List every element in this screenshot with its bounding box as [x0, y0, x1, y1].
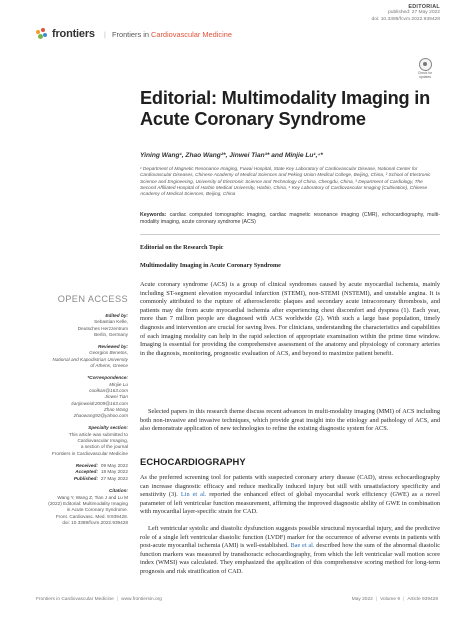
article-title: Editorial: Multimodality Imaging in Acute Coronary Syndrome [140, 88, 431, 129]
specialty-section: Specialty section: This article was submitted to Cardiovascular Imaging, a section of the journal Frontiers in Cardiovascular Medicine [51, 425, 128, 456]
section-heading-echocardiography: ECHOCARDIOGRAPHY [140, 456, 246, 467]
keywords-divider [140, 234, 440, 235]
published-date: published: 27 May 2022 [388, 10, 440, 16]
published-date-sidebar: Published: 27 May 2022 [73, 475, 128, 481]
accepted-date: Accepted: 18 May 2022 [75, 469, 128, 475]
keywords: Keywords: cardiac computed tomographic imaging, cardiac magnetic resonance imaging (CMR), echocardiography, multi-modality imaging, acute coronary syndrome (ACS) [140, 212, 440, 225]
brand-name: frontiers [52, 28, 95, 40]
footer-volume: Volume 9 [380, 597, 401, 602]
citation: Citation: Wang Y, Wang Z, Tian J and Lu M (2022) Editorial: Multimodality Imaging in Acute Coronary Syndrome. Front. Cardiovasc. Med. 9:939428. doi: 10.3389/fcvm.2022.939428 [48, 488, 128, 525]
journal-name[interactable]: | Frontiers in Cardiovascular Medicine [104, 30, 232, 39]
open-access-label: OPEN ACCESS [57, 294, 128, 304]
footer-date: May 2022 [351, 597, 373, 602]
article-dates [38, 463, 128, 483]
doi-link[interactable]: doi: 10.3389/fcvm.2022.939428 [371, 16, 440, 22]
intro-paragraph: Acute coronary syndrome (ACS) is a group of clinical syndromes caused by acute myocardial ischemia, mainly including ST-segment elevation myocardial infarction (STEMI), non-STEMI (NSTEMI), and unstable angina. It is commonly attributed to the rupture of atherosclerotic plaques and secondary acute intracoronary thrombosis, and patients may die from acute myocardial ischemia after experiencing chest discomfort and dyspnea (1). Each year, more than 7 million people are diagnosed with ACS worldwide (2). With such a large base population, timely diagnosis and intervention are crucial for saving lives. For clinicians, understanding the characteristics and capabilities of each imaging modality can help in the rapid selection of appropriate examination within the prime time window. Imaging is essential for providing the comprehensive assessment of the anatomy and physiology of coronary arteries in the diagnosis, monitoring, prognostic evaluation of ACS, and beyond to maximize patient benefit. [140, 281, 440, 357]
affiliations: ¹ Department of Magnetic Resonance Imaging, Fuwai Hospital, State Key Laboratory of Cardiovascular Disease, National Center for Cardiovascular Diseases, Chinese Academy of Medical Sciences and Peking Union Medical College, Beijing, China, ² School of Electronic Science and Engineering, University of Electronic Science and Technology of China, Chengdu, China, ³ Department of Cardiology, The Second Affiliated Hospital of Harbin Medical University, Harbin, China, ⁴ Key Laboratory of Cardiovascular Imaging (Cultivation), Chinese Academy of Medical Sciences, Beijing, China [140, 167, 431, 198]
article-info-sidebar [38, 294, 128, 532]
article-meta [371, 4, 440, 23]
correspondence: *Correspondence: Minjie Lu coolkan@163.com Jinwei Tian tianjinweidr2009@163.com Zhao Wang zhaowang92@yahoo.com [71, 375, 128, 419]
footer-left: Frontiers in Cardiovascular Medicine | www.frontiersin.org [36, 597, 162, 602]
footer-article-number: Article 939428 [407, 597, 438, 602]
frontiers-logo-icon [36, 28, 48, 40]
frontiers-logo[interactable] [36, 28, 95, 40]
edited-by: Edited by: Sebastian Kelle, Deutsches Herzzentrum Berlin, Germany [77, 313, 128, 337]
citation-link-lin[interactable]: Lin et al. [180, 491, 207, 499]
page-header [0, 0, 474, 50]
footer-right: May 2022 | Volume 9 | Article 939428 [351, 597, 438, 602]
selected-papers-paragraph: Selected papers in this research theme discuss recent advances in multi-modality imaging (MMI) of ACS including both non-invasive and invasive techniques, which provide great insight into the etiology and pathology of ACS, and also demonstrate application of new technologies to refine the existing diagnostic system for ACS. [140, 408, 440, 433]
article-type: EDITORIAL [408, 4, 440, 10]
footer-journal: Frontiers in Cardiovascular Medicine [36, 597, 114, 602]
research-topic-title[interactable]: Multimodality Imaging in Acute Coronary Syndrome [140, 262, 281, 269]
received-date: Received: 09 May 2022 [75, 462, 128, 468]
page-footer [36, 597, 438, 602]
research-topic-heading: Editorial on the Research Topic [140, 244, 224, 251]
footer-site-link[interactable]: www.frontiersin.org [121, 597, 162, 602]
check-for-updates-badge[interactable]: Check for updates [416, 58, 434, 80]
author-list: Yining Wang¹, Zhao Wang²*, Jinwei Tian³* and Minjie Lu¹,⁴* [140, 152, 323, 159]
check-updates-icon [419, 58, 432, 71]
echo-paragraph-1: As the preferred screening tool for patients with suspected coronary artery disease (CAD), stress echocardiography can increase diagnostic efficacy and reduce medically induced injury but still with unsatisfactory specificity and sensitivity (3). Lin et al. reported the enhanced effect of global myocardial work efficiency (GWE) as a novel parameter of left ventricular function measurement, affirming the improved diagnostic ability of GWE in combination with myocardial layer-specific strain for CAD. [140, 474, 440, 516]
echo-paragraph-2: Left ventricular systolic and diastolic dysfunction suggests possible structural myocardial injury, and the predictive role of a single left ventricular diastolic function (LVDF) marker for the occurrence of adverse events in patients with post-acute myocardial ischemia (AMI) is well-established. Bae et al. described how the sum of the abnormal diastolic function markers was measured by transthoracic echocardiography, from which the left ventricular wall motion score index (WMSI) was calculated. They emphasized the application of this comprehensive scoring method for long-term prognosis and risk stratification of CAD. [140, 525, 441, 575]
reviewed-by: Reviewed by: Georgios Benetos, National and Kapodistrian University of Athens, Greece [52, 344, 128, 369]
citation-link-bae[interactable]: Bae et al. [290, 542, 315, 550]
